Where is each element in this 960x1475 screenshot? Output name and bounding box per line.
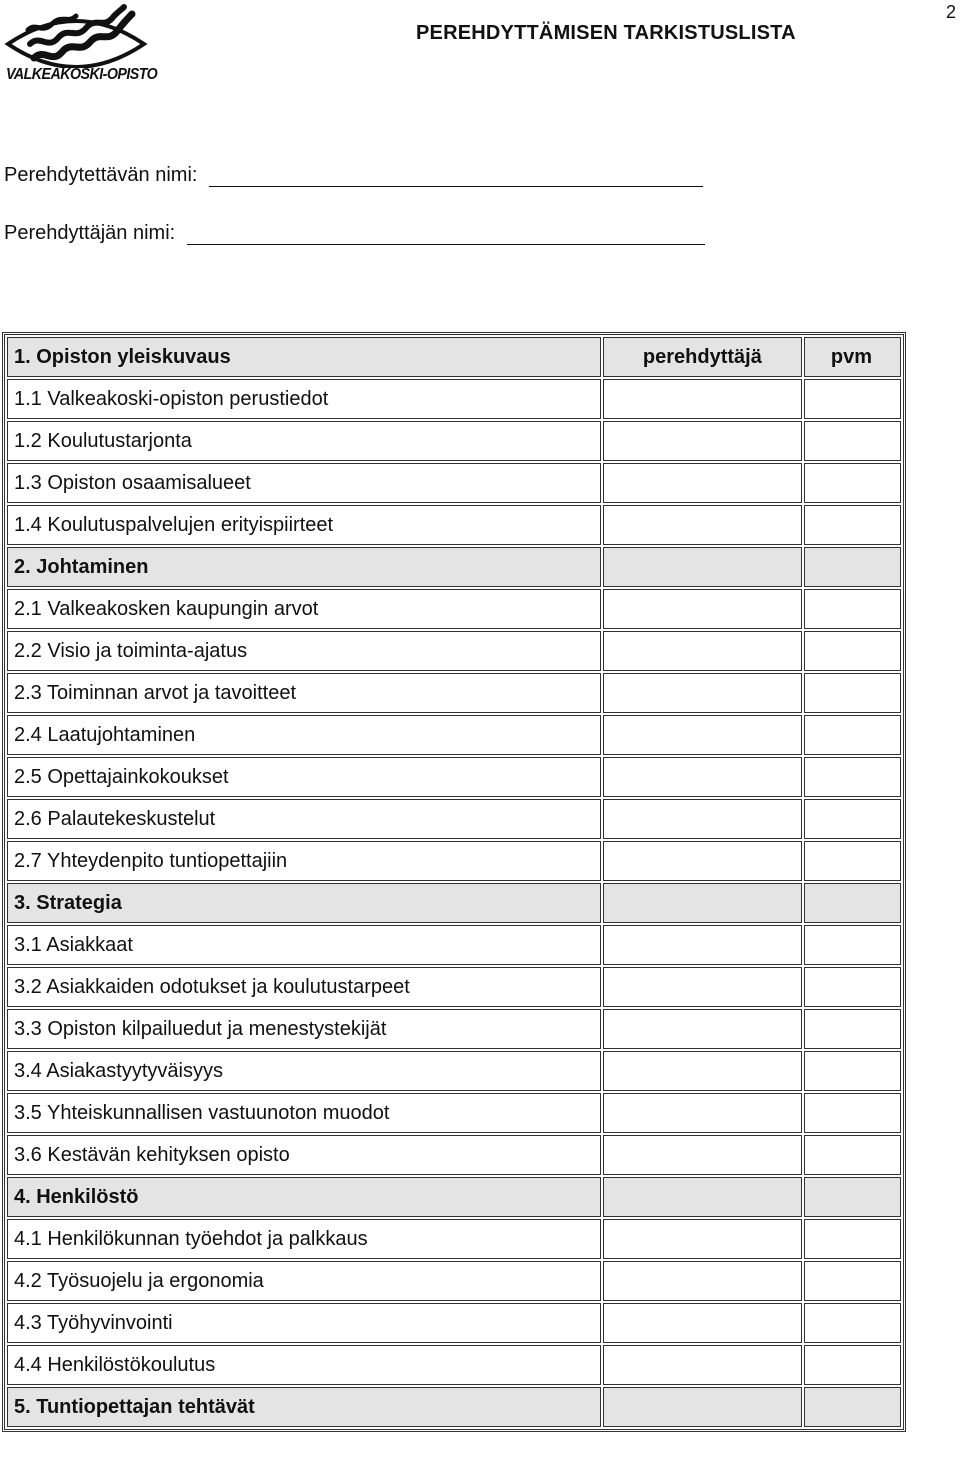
table-section-row <box>7 1387 901 1427</box>
topic-label: 3.3 Opiston kilpailuedut ja menestystekijät <box>7 1009 601 1049</box>
date-cell[interactable] <box>804 631 901 671</box>
table-row <box>7 757 901 797</box>
table-section-row <box>7 883 901 923</box>
table-row <box>7 421 901 461</box>
topic-label: 1.3 Opiston osaamisalueet <box>7 463 601 503</box>
table-row <box>7 841 901 881</box>
table-row <box>7 1093 901 1133</box>
date-cell[interactable] <box>804 967 901 1007</box>
trainer-cell[interactable] <box>603 883 802 923</box>
table-row <box>7 379 901 419</box>
topic-label: 1.2 Koulutustarjonta <box>7 421 601 461</box>
logo-wordmark: VALKEAKOSKI-OPISTO <box>6 66 158 83</box>
topic-label: 4.4 Henkilöstökoulutus <box>7 1345 601 1385</box>
table-row <box>7 1219 901 1259</box>
date-cell[interactable] <box>804 757 901 797</box>
table-row <box>7 799 901 839</box>
date-cell[interactable] <box>804 1345 901 1385</box>
trainee-name-line[interactable] <box>209 168 703 187</box>
logo <box>4 4 158 88</box>
trainer-cell[interactable] <box>603 1303 802 1343</box>
table-row <box>7 673 901 713</box>
trainer-cell[interactable] <box>603 1009 802 1049</box>
table-row <box>7 1303 901 1343</box>
table-header-row <box>7 337 901 377</box>
trainer-cell[interactable] <box>603 673 802 713</box>
date-cell[interactable] <box>804 505 901 545</box>
trainer-cell[interactable] <box>603 967 802 1007</box>
topic-label: 4.1 Henkilökunnan työehdot ja palkkaus <box>7 1219 601 1259</box>
trainer-cell[interactable] <box>603 1387 802 1427</box>
date-cell[interactable] <box>804 673 901 713</box>
date-cell[interactable] <box>804 1051 901 1091</box>
topic-label: 1.1 Valkeakoski-opiston perustiedot <box>7 379 601 419</box>
table-row <box>7 589 901 629</box>
date-cell[interactable] <box>804 1303 901 1343</box>
orientation-checklist-table <box>2 332 906 1432</box>
date-cell[interactable] <box>804 715 901 755</box>
trainer-cell[interactable] <box>603 1135 802 1175</box>
trainee-name-field <box>4 164 703 187</box>
table-row <box>7 1135 901 1175</box>
topic-label: 3.6 Kestävän kehityksen opisto <box>7 1135 601 1175</box>
date-cell[interactable] <box>804 1387 901 1427</box>
trainer-cell[interactable] <box>603 1177 802 1217</box>
trainer-cell[interactable] <box>603 757 802 797</box>
topic-label: 2.6 Palautekeskustelut <box>7 799 601 839</box>
date-cell[interactable] <box>804 1009 901 1049</box>
trainer-cell[interactable] <box>603 925 802 965</box>
trainer-cell[interactable] <box>603 589 802 629</box>
date-cell[interactable] <box>804 1135 901 1175</box>
table-row <box>7 631 901 671</box>
trainer-cell[interactable] <box>603 463 802 503</box>
topic-label: 3.2 Asiakkaiden odotukset ja koulutustarpeet <box>7 967 601 1007</box>
trainer-cell[interactable] <box>603 631 802 671</box>
topic-label: 2.4 Laatujohtaminen <box>7 715 601 755</box>
page-number: 2 <box>945 2 956 22</box>
section-title: 3. Strategia <box>7 883 601 923</box>
table-row <box>7 463 901 503</box>
topic-label: 4.2 Työsuojelu ja ergonomia <box>7 1261 601 1301</box>
date-cell[interactable] <box>804 1177 901 1217</box>
trainer-cell[interactable] <box>603 421 802 461</box>
date-cell[interactable] <box>804 1219 901 1259</box>
date-cell[interactable] <box>804 841 901 881</box>
trainer-cell[interactable] <box>603 841 802 881</box>
header-topic: 1. Opiston yleiskuvaus <box>7 337 601 377</box>
section-title: 5. Tuntiopettajan tehtävät <box>7 1387 601 1427</box>
trainer-name-label: Perehdyttäjän nimi: <box>4 222 176 244</box>
trainer-cell[interactable] <box>603 1051 802 1091</box>
topic-label: 3.4 Asiakastyytyväisyys <box>7 1051 601 1091</box>
topic-label: 3.1 Asiakkaat <box>7 925 601 965</box>
trainer-cell[interactable] <box>603 715 802 755</box>
date-cell[interactable] <box>804 925 901 965</box>
trainer-name-line[interactable] <box>187 226 705 245</box>
trainer-cell[interactable] <box>603 1219 802 1259</box>
date-cell[interactable] <box>804 421 901 461</box>
trainer-name-field <box>4 222 705 245</box>
section-title: 4. Henkilöstö <box>7 1177 601 1217</box>
trainer-cell[interactable] <box>603 1261 802 1301</box>
date-cell[interactable] <box>804 547 901 587</box>
topic-label: 3.5 Yhteiskunnallisen vastuunoton muodot <box>7 1093 601 1133</box>
topic-label: 2.1 Valkeakosken kaupungin arvot <box>7 589 601 629</box>
topic-label: 2.5 Opettajainkokoukset <box>7 757 601 797</box>
section-title: 2. Johtaminen <box>7 547 601 587</box>
topic-label: 2.3 Toiminnan arvot ja tavoitteet <box>7 673 601 713</box>
header-trainer: perehdyttäjä <box>603 337 802 377</box>
date-cell[interactable] <box>804 589 901 629</box>
table-row <box>7 1051 901 1091</box>
table-row <box>7 1009 901 1049</box>
trainer-cell[interactable] <box>603 547 802 587</box>
table-row <box>7 925 901 965</box>
table-row <box>7 505 901 545</box>
table-row <box>7 715 901 755</box>
topic-label: 2.7 Yhteydenpito tuntiopettajiin <box>7 841 601 881</box>
table-section-row <box>7 547 901 587</box>
trainer-cell[interactable] <box>603 505 802 545</box>
date-cell[interactable] <box>804 1093 901 1133</box>
date-cell[interactable] <box>804 379 901 419</box>
date-cell[interactable] <box>804 1261 901 1301</box>
table-row <box>7 1345 901 1385</box>
topic-label: 4.3 Työhyvinvointi <box>7 1303 601 1343</box>
trainee-name-label: Perehdytettävän nimi: <box>4 164 198 186</box>
date-cell[interactable] <box>804 799 901 839</box>
table-row <box>7 1261 901 1301</box>
trainer-cell[interactable] <box>603 1093 802 1133</box>
trainer-cell[interactable] <box>603 799 802 839</box>
trainer-cell[interactable] <box>603 1345 802 1385</box>
topic-label: 1.4 Koulutuspalvelujen erityispiirteet <box>7 505 601 545</box>
trainer-cell[interactable] <box>603 379 802 419</box>
table-row <box>7 967 901 1007</box>
date-cell[interactable] <box>804 463 901 503</box>
document-title: PEREHDYTTÄMISEN TARKISTUSLISTA <box>416 22 796 44</box>
wave-fish-logo-icon <box>4 4 154 68</box>
topic-label: 2.2 Visio ja toiminta-ajatus <box>7 631 601 671</box>
table-section-row <box>7 1177 901 1217</box>
header-date: pvm <box>804 337 901 377</box>
date-cell[interactable] <box>804 883 901 923</box>
